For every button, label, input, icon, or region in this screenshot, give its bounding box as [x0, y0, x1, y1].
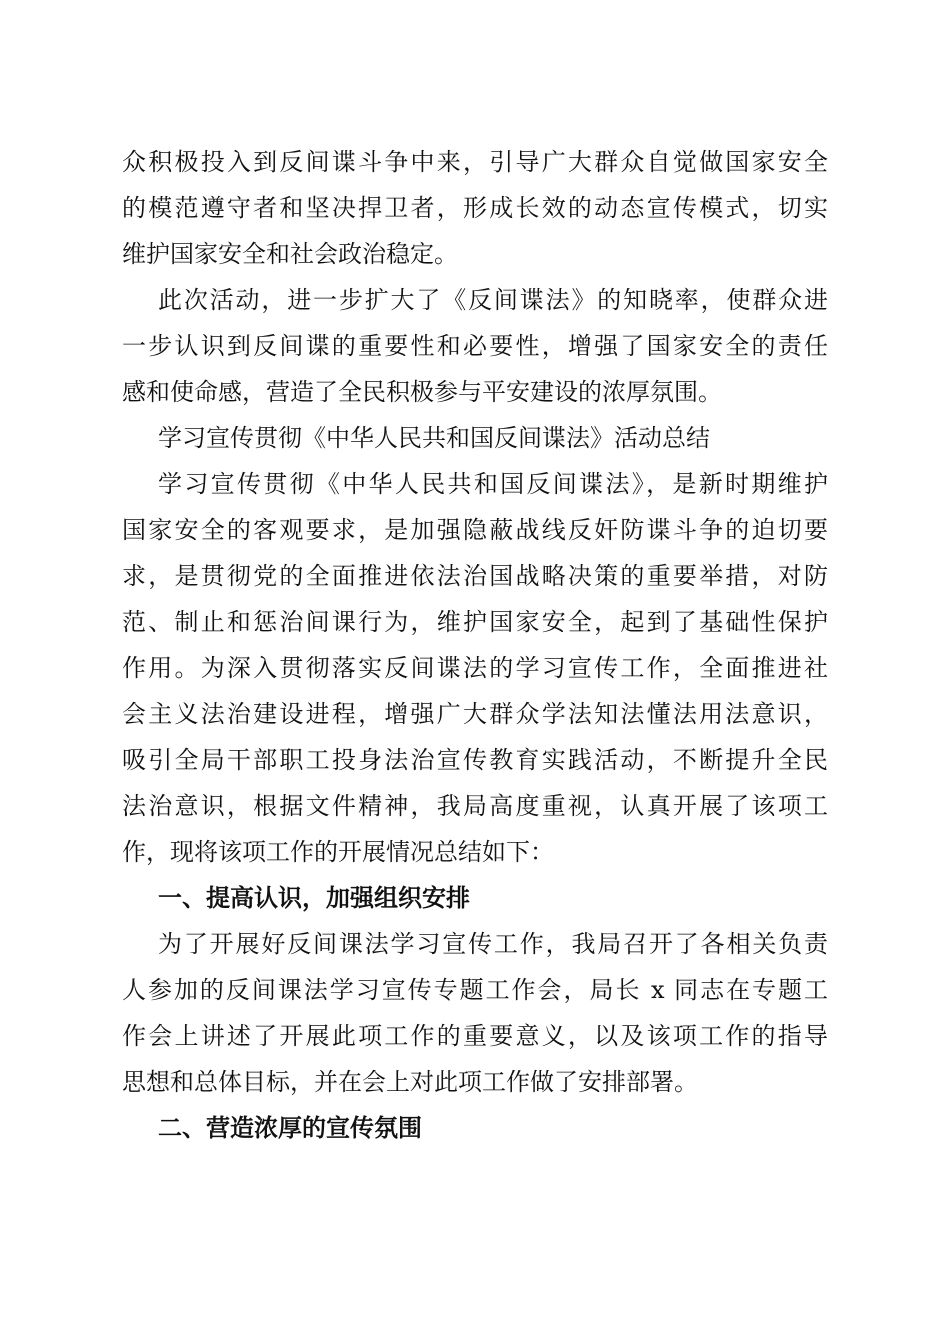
heading-two: 二、营造浓厚的宣传氛围 — [158, 1114, 422, 1142]
body-line: 范、制止和惩治间课行为，维护国家安全，起到了基础性保护 — [122, 608, 828, 636]
body-line: 一步认识到反间谍的重要性和必要性，增强了国家安全的责任 — [122, 332, 828, 360]
body-line: 的模范遵守者和坚决捍卫者，形成长效的动态宣传模式，切实 — [122, 194, 828, 222]
heading-one: 一、提高认识，加强组织安排 — [158, 884, 470, 912]
body-line: 会主义法治建设进程，增强广大群众学法知法懂法用法意识， — [122, 700, 828, 728]
body-line: 维护国家安全和社会政治稳定。 — [122, 240, 458, 268]
body-line: 吸引全局干部职工投身法治宣传教育实践活动，不断提升全民 — [122, 746, 828, 774]
body-line: 人参加的反间课法学习宣传专题工作会，局长 x 同志在专题工 — [122, 976, 828, 1004]
body-line: 法治意识，根据文件精神，我局高度重视，认真开展了该项工 — [122, 792, 828, 820]
body-line: 感和使命感，营造了全民积极参与平安建设的浓厚氛围。 — [122, 378, 722, 406]
body-line: 作，现将该项工作的开展情况总结如下： — [122, 838, 554, 866]
body-line: 作会上讲述了开展此项工作的重要意义，以及该项工作的指导 — [122, 1022, 828, 1050]
paragraph-first-line: 学习宣传贯彻《中华人民共和国反间谍法》，是新时期维护 — [158, 470, 828, 498]
body-line: 作用。为深入贯彻落实反间谍法的学习宣传工作，全面推进社 — [122, 654, 828, 682]
paragraph-first-line: 为了开展好反间课法学习宣传工作，我局召开了各相关负责 — [158, 930, 828, 958]
body-line: 求，是贯彻党的全面推进依法治国战略决策的重要举措，对防 — [122, 562, 828, 590]
paragraph-first-line: 此次活动，进一步扩大了《反间谍法》的知晓率，使群众进 — [158, 286, 828, 314]
section-title: 学习宣传贯彻《中华人民共和国反间谍法》活动总结 — [158, 424, 710, 452]
body-line: 众积极投入到反间谍斗争中来，引导广大群众自觉做国家安全 — [122, 148, 828, 176]
body-line: 思想和总体目标，并在会上对此项工作做了安排部署。 — [122, 1068, 698, 1096]
body-line: 国家安全的客观要求，是加强隐蔽战线反奸防谍斗争的迫切要 — [122, 516, 828, 544]
